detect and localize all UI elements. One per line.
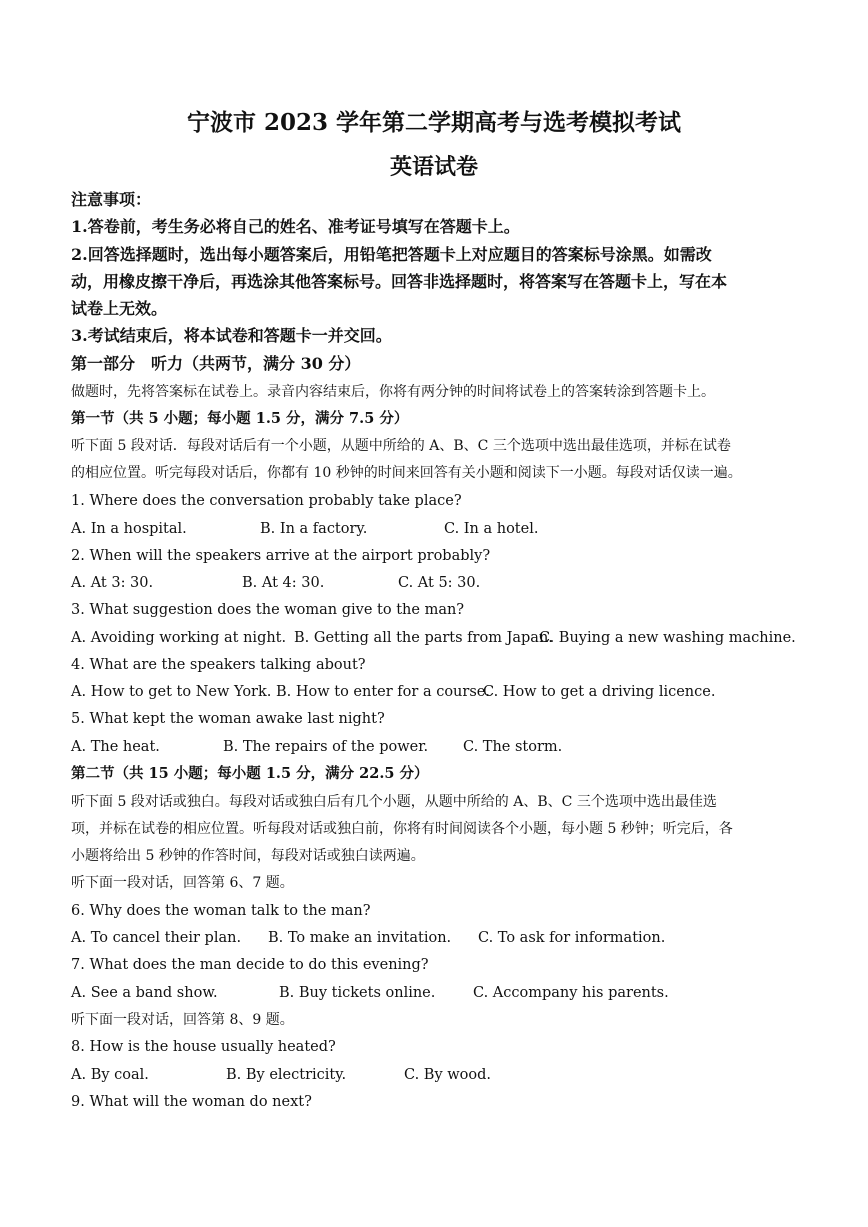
option-c: C. At 5: 30. <box>398 575 481 591</box>
page-title: 宁波市 2023 学年第二学期高考与选考模拟考试 <box>186 109 682 136</box>
option-b: B. By electricity. <box>226 1067 347 1083</box>
question-6-options <box>71 929 793 947</box>
section2-heading: 第二节（共 15 小题；每小题 1.5 分，满分 22.5 分） <box>71 765 429 782</box>
question-9: 9. What will the woman do next? <box>71 1094 312 1110</box>
section2-instruction-line-3: 小题将给出 5 秒钟的作答时间，每段对话或独白读两遍。 <box>71 848 425 864</box>
question-4-options <box>71 683 793 701</box>
question-3-options <box>71 629 796 647</box>
option-c: C. Buying a new washing machine. <box>539 630 796 646</box>
option-c: C. The storm. <box>463 739 563 755</box>
section1-heading: 第一节（共 5 小题；每小题 1.5 分，满分 7.5 分） <box>71 410 409 427</box>
option-a: A. By coal. <box>71 1067 149 1083</box>
section1-instruction-line-1: 听下面 5 段对话．每段对话后有一个小题，从题中所给的 A、B、C 三个选项中选出最佳选项，并标在试卷 <box>71 438 731 454</box>
option-c: C. How to get a driving licence. <box>483 684 716 700</box>
option-b: B. How to enter for a course. <box>276 684 490 700</box>
question-6: 6. Why does the woman talk to the man? <box>71 903 371 919</box>
part1-heading: 第一部分 听力（共两节，满分 30 分） <box>71 354 361 373</box>
section1-instruction-line-2: 的相应位置。听完每段对话后，你都有 10 秒钟的时间来回答有关小题和阅读下一小题。每段对话仅读一遍。 <box>71 465 742 481</box>
notice-item-2-end: 试卷上无效。 <box>71 299 168 318</box>
question-1: 1. Where does the conversation probably take place? <box>71 493 462 509</box>
notice-item-2-cont: 动，用橡皮擦干净后，再选涂其他答案标号。回答非选择题时，将答案写在答题卡上，写在本 <box>71 272 728 291</box>
option-a: A. Avoiding working at night. <box>71 630 287 646</box>
question-5: 5. What kept the woman awake last night? <box>71 711 385 727</box>
notice-item-2: 2.回答选择题时，选出每小题答案后，用铅笔把答题卡上对应题目的答案标号涂黑。如需改 <box>71 245 712 264</box>
option-b: B. At 4: 30. <box>242 575 325 591</box>
page-subtitle: 英语试卷 <box>389 154 478 180</box>
option-a: A. How to get to New York. <box>71 684 272 700</box>
notice-item-3: 3.考试结束后，将本试卷和答题卡一并交回。 <box>71 326 392 345</box>
question-5-options <box>71 738 793 756</box>
question-2: 2. When will the speakers arrive at the airport probably? <box>71 548 491 564</box>
question-8: 8. How is the house usually heated? <box>71 1039 336 1055</box>
notice-heading: 注意事项： <box>71 190 152 209</box>
option-b: B. Getting all the parts from Japan. <box>294 630 553 646</box>
question-8-options <box>71 1066 793 1084</box>
option-b: B. To make an invitation. <box>268 930 452 946</box>
question-7: 7. What does the man decide to do this evening? <box>71 957 429 973</box>
question-7-options <box>71 984 793 1002</box>
prompt-questions-8-9: 听下面一段对话，回答第 8、9 题。 <box>71 1012 294 1028</box>
part1-instruction: 做题时，先将答案标在试卷上。录音内容结束后，你将有两分钟的时间将试卷上的答案转涂到答题卡上。 <box>71 384 715 400</box>
option-c: C. In a hotel. <box>444 521 539 537</box>
option-a: A. To cancel their plan. <box>71 930 242 946</box>
option-c: C. Accompany his parents. <box>473 985 669 1001</box>
section2-instruction-line-2: 项，并标在试卷的相应位置。听每段对话或独白前，你将有时间阅读各个小题，每小题 5 秒钟；听完后，各 <box>71 821 733 837</box>
notice-item-1: 1.答卷前，考生务必将自己的姓名、准考证号填写在答题卡上。 <box>71 217 520 236</box>
option-b: B. In a factory. <box>260 521 368 537</box>
option-c: C. By wood. <box>404 1067 492 1083</box>
question-4: 4. What are the speakers talking about? <box>71 657 366 673</box>
question-1-options <box>71 520 793 538</box>
option-a: A. In a hospital. <box>71 521 187 537</box>
option-a: A. At 3: 30. <box>71 575 154 591</box>
question-3: 3. What suggestion does the woman give to the man? <box>71 602 465 618</box>
question-2-options <box>71 574 793 592</box>
section2-instruction-line-1: 听下面 5 段对话或独白。每段对话或独白后有几个小题，从题中所给的 A、B、C 三个选项中选出最佳选 <box>71 794 717 810</box>
option-c: C. To ask for information. <box>478 930 666 946</box>
prompt-questions-6-7: 听下面一段对话，回答第 6、7 题。 <box>71 875 294 891</box>
option-b: B. Buy tickets online. <box>279 985 436 1001</box>
option-a: A. The heat. <box>71 739 160 755</box>
option-a: A. See a band show. <box>71 985 218 1001</box>
option-b: B. The repairs of the power. <box>223 739 429 755</box>
